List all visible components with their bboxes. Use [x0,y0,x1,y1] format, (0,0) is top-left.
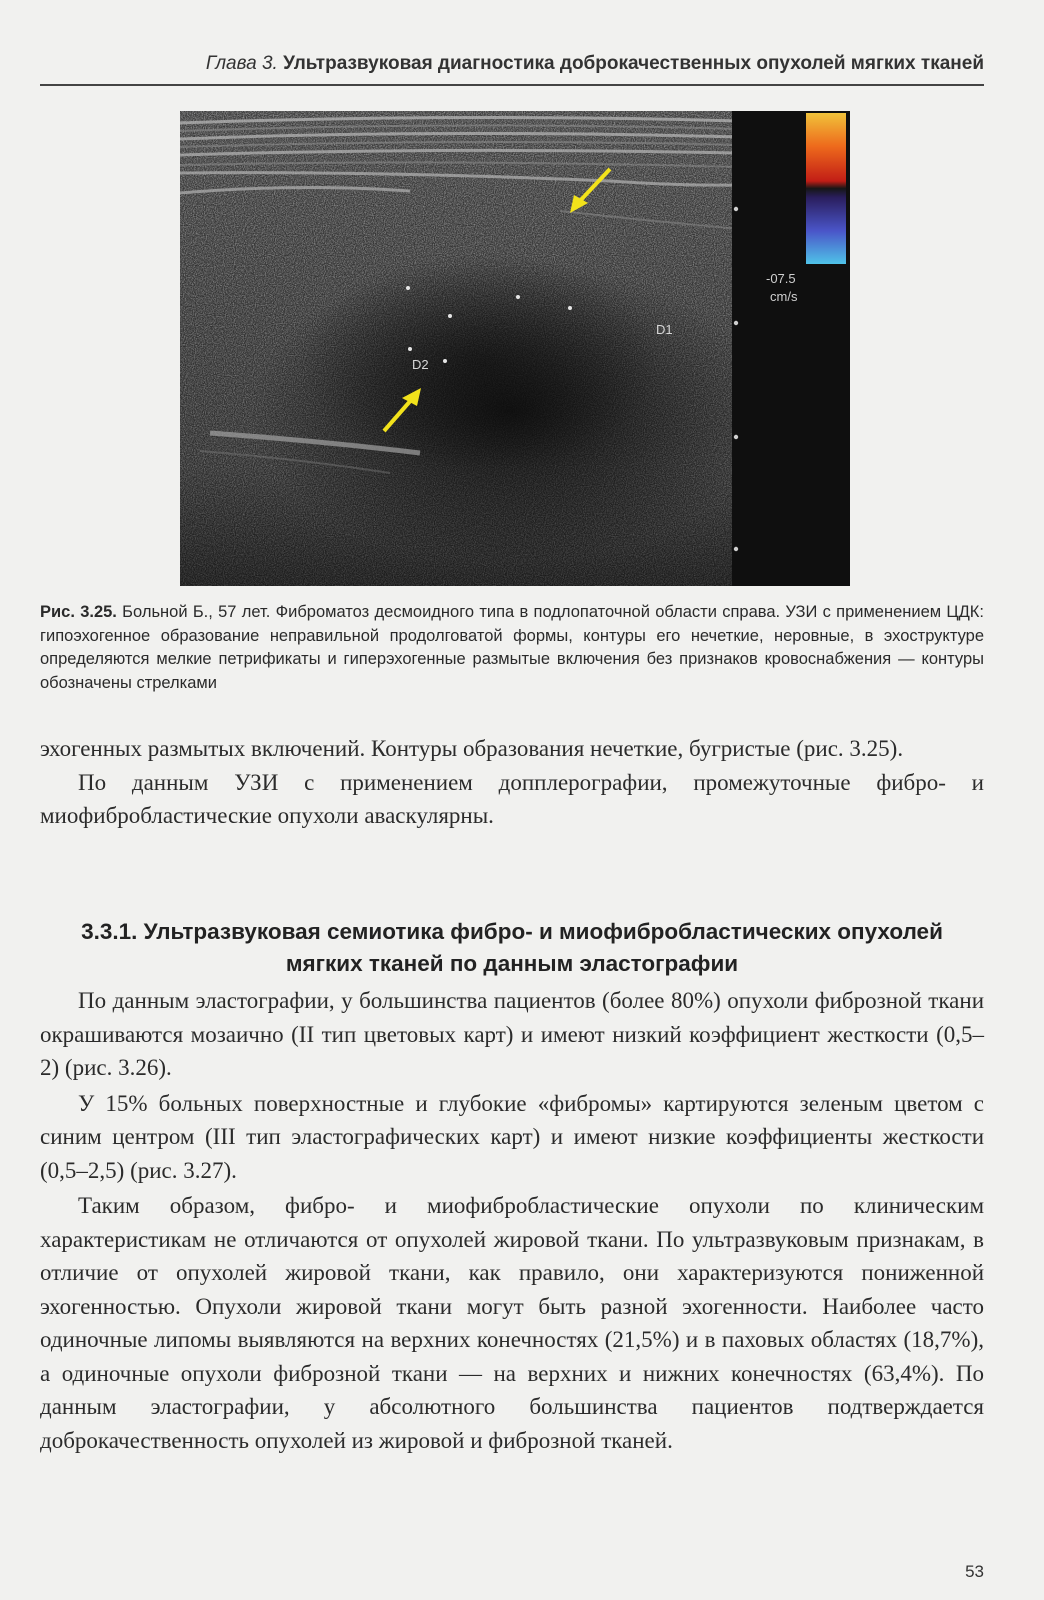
chapter-label: Глава 3. [205,53,278,74]
ultrasound-image [180,111,850,586]
marker-d2-label: D2 [412,357,429,372]
page-number: 53 [965,1562,984,1581]
header-rule [40,84,984,86]
paragraph-3: По данным эластографии, у большинства пациентов (более 80%) опухоли фиброзной ткани окрашиваются мозаично (II тип цветовых карт) и имеют низкий коэффициент жесткости (0,5–2) (рис. 3.26). [40,988,984,1080]
ultrasound-scan [180,111,850,586]
colorbar-value: -07.5 [766,271,796,286]
running-header [0,53,984,75]
marker-d1-label: D1 [656,322,673,337]
paragraph-4: У 15% больных поверхностные и глубокие «фибромы» картируются зеленым цветом с синим центром (III тип эластографических карт) и имеют низкие коэффициенты жесткости (0,5–2,5) (рис. 3.27). [40,1090,984,1183]
caption-label: Рис. 3.25. [40,603,117,621]
paragraph-5: Таким образом, фибро- и миофибробластические опухоли по клиническим характеристикам не отличаются от опухолей жировой ткани. По ультразвуковым признакам, в отличие от опухолей жировой ткани, как правило, они характеризуются пониженной эхогенностью. Опухоли жировой ткани могут быть разной эхогенности. Наиболее часто одиночные липомы выявляются на верхних конечностях (21,5%) и в паховых областях (18,7%), а одиночные опухоли фиброзной ткани — на верхних и нижних конечностях (63,4%). По данным эластографии, у абсолютного большинства пациентов подтверждается доброкачественность опухолей из жировой и фиброзной тканей. [40,1193,984,1453]
body-text-top [40,732,984,833]
paragraph-2: По данным УЗИ с применением допплерографии, промежуточные фибро- и миофибробластические опухоли аваскулярны. [40,769,984,828]
chapter-title: Ультразвуковая диагностика доброкачественных опухолей мягких тканей [283,53,984,74]
doppler-colorbar [806,113,846,264]
caption-text: Больной Б., 57 лет. Фиброматоз десмоидного типа в подлопаточной области справа. УЗИ с применением ЦДК: гипоэхогенное образование неправильной продолговатой формы, контуры его нечеткие, неровные, в эхоструктуре определяются мелкие петрификаты и гиперэхогенные размытые включения без признаков кровоснабжения — контуры обозначены стрелками [40,603,984,692]
figure-caption [40,601,984,695]
colorbar-unit: cm/s [770,289,798,304]
body-text-main [40,984,984,1457]
paragraph-1: эхогенных размытых включений. Контуры образования нечеткие, бугристые (рис. 3.25). [40,736,904,761]
section-heading: 3.3.1. Ультразвуковая семиотика фибро- и миофибробластических опухолей мягких тканей по данным эластографии [81,919,943,976]
